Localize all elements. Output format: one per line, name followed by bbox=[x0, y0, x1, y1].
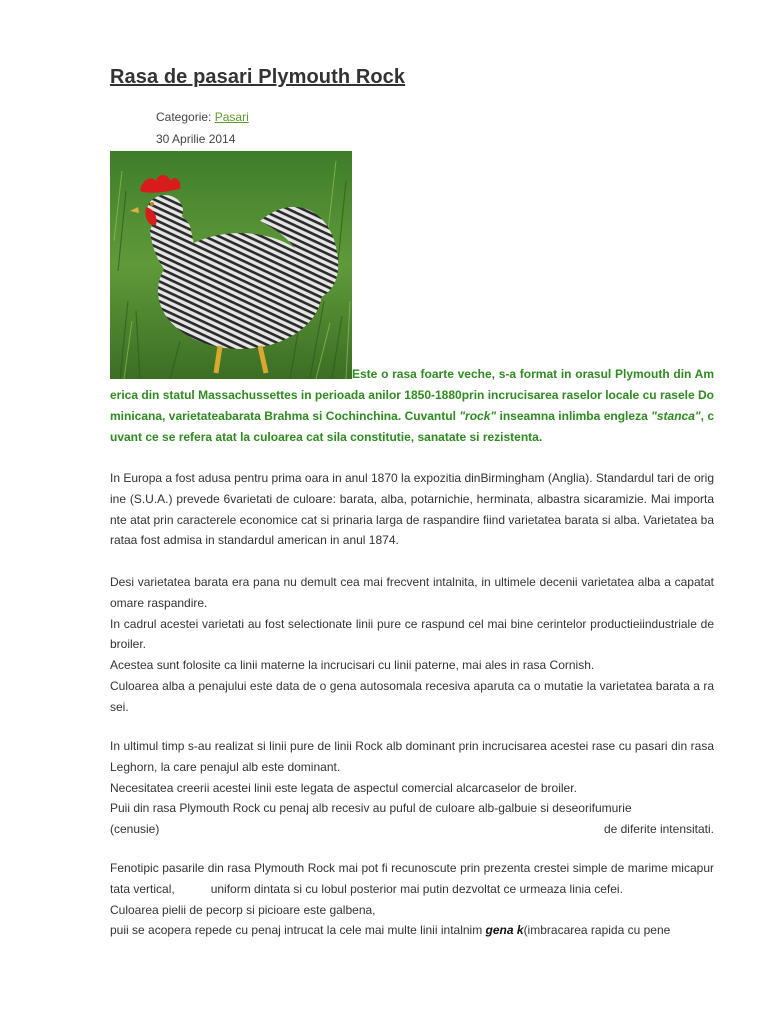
phenotype-line-1 bbox=[110, 858, 714, 900]
gene-k: gena k bbox=[485, 923, 524, 938]
dominant-line-1: In ultimul timp s-au realizat si linii pure de linii Rock alb dominant prin incrucisarea acestei rase cu pasari din rasaLeghorn, la care penajul alb este dominant. bbox=[110, 739, 714, 774]
varieties-line-4: Culoarea alba a penajului este data de o gena autosomala recesiva aparuta ca o mutatie la varietatea barata a rasei. bbox=[110, 678, 714, 714]
intro-text-1: Este o rasa foarte veche, s-a format in orasul Plymouth din America din statul Massachussettes in perioada anilor 1850-1880prin incrucisarea raselor locale cu rasele Dominicana, varietateabarata Brahma si Cochinchina. Cuvantul bbox=[110, 367, 714, 423]
dominant-line-4 bbox=[110, 819, 714, 840]
article-category bbox=[156, 110, 249, 124]
paragraph-dominant-lines bbox=[110, 736, 714, 840]
dominant-line-4a: (cenusie) bbox=[110, 822, 160, 837]
phenotype-line-2: Culoarea pielii de pecorp si picioare este galbena, bbox=[110, 902, 376, 917]
paragraph-history: In Europa a fost adusa pentru prima oara in anul 1870 la expozitia dinBirmingham (Anglia). Standardul tari de origine (S.U.A.) prevede 6varietati de culoare: barata, alba, potarnichie, herminata, albastra sicaramizie. Mai importante atat prin caracterele economice cat si prinaria larga de raspandire fiind varietatea barata si alba. Varietatea barataa fost admisa in standardul american in anul 1874. bbox=[110, 471, 714, 548]
varieties-line-3: Acestea sunt folosite ca linii materne la incrucisari cu linii paterne, mai ales in rasa Cornish. bbox=[110, 658, 595, 673]
dominant-line-3: Puii din rasa Plymouth Rock cu penaj alb recesiv au puful de culoare alb-galbuie si deseorifumurie bbox=[110, 801, 632, 816]
varieties-line-2: In cadrul acestei varietati au fost selectionate linii pure ce raspund cel mai bine cerintelor productieiindustriale de broiler. bbox=[110, 616, 714, 652]
phenotype-line-3a: puii se acopera repede cu penaj intrucat la cele mai multe linii intalnim bbox=[110, 923, 486, 938]
paragraph-phenotype bbox=[110, 858, 714, 941]
rooster-photo bbox=[110, 151, 352, 379]
dominant-line-4b: de diferite intensitati. bbox=[603, 822, 714, 837]
varieties-line-1: Desi varietatea barata era pana nu demult cea mai frecvent intalnita, in ultimele decenii varietatea alba a capatat omare raspandire. bbox=[110, 575, 714, 610]
phenotype-line-3b: (imbracarea rapida cu pene bbox=[523, 923, 671, 938]
phenotype-line-3 bbox=[110, 920, 714, 941]
intro-paragraph bbox=[110, 364, 714, 448]
photo-float-spacer bbox=[110, 364, 352, 365]
article-title: Rasa de pasari Plymouth Rock bbox=[110, 66, 406, 88]
phenotype-line-1b: uniform dintata si cu lobul posterior mai putin dezvoltat ce urmeaza linia cefei. bbox=[210, 881, 623, 896]
category-link[interactable]: Pasari bbox=[214, 110, 249, 124]
dominant-line-2: Necesitatea creerii acestei linii este legata de aspectul comercial alcarcaselor de broiler. bbox=[110, 780, 577, 795]
paragraph-varieties bbox=[110, 572, 714, 718]
intro-text-2: inseamna inlimba engleza bbox=[496, 409, 652, 423]
phenotype-line-1a: Fenotipic pasarile din rasa Plymouth Rock mai pot fi recunoscute prin prezenta crestei simple de marime micapurtata vertical, bbox=[110, 861, 714, 896]
intro-text-3: , cuvant ce se refera atat la culoarea cat sila constitutie, sanatate si rezistenta. bbox=[110, 409, 715, 444]
article-date: 30 Aprilie 2014 bbox=[156, 132, 236, 146]
intro-stanca: "stanca" bbox=[651, 409, 701, 423]
category-label: Categorie: bbox=[156, 110, 212, 124]
intro-rock: "rock" bbox=[459, 409, 497, 423]
